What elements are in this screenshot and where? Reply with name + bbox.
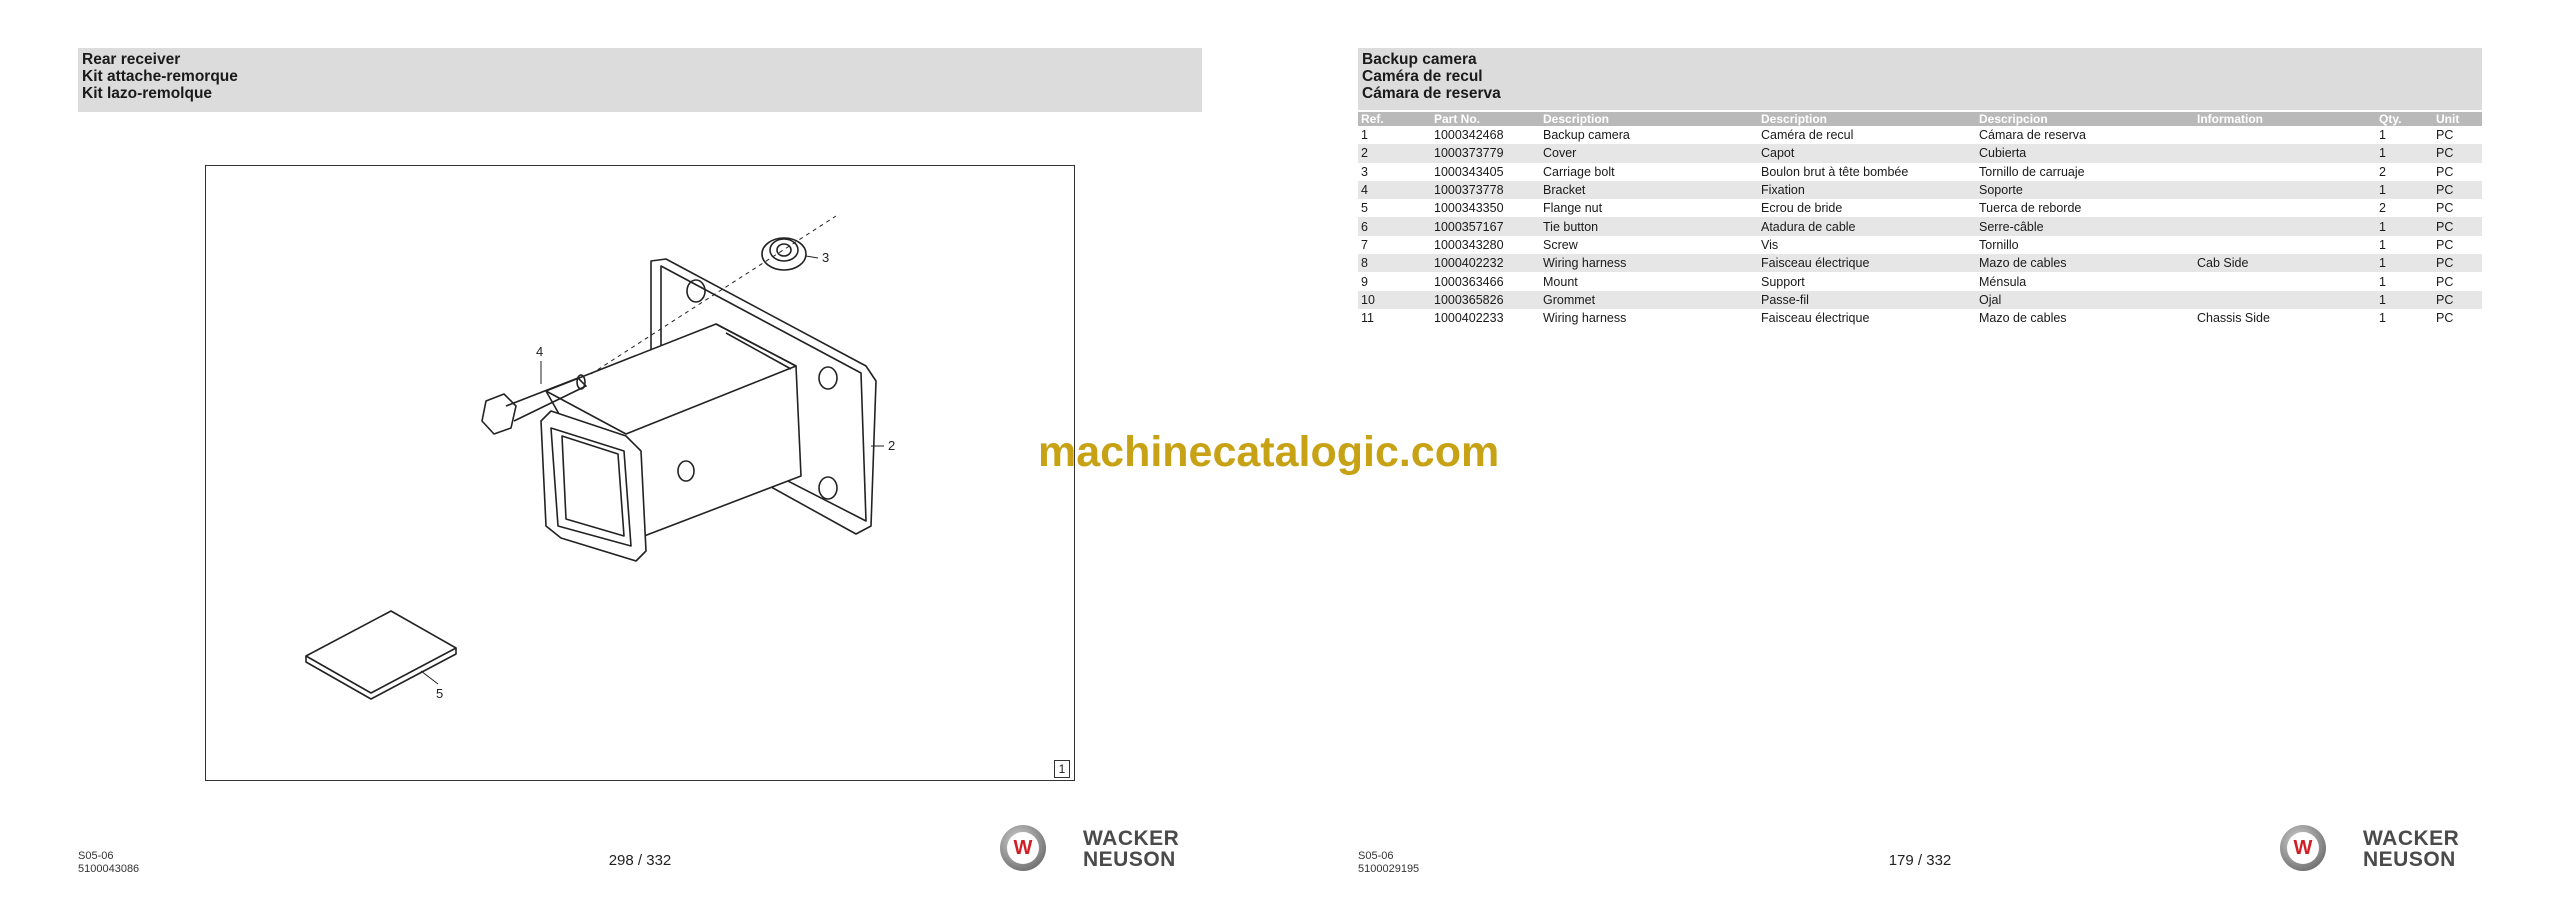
logo-mark: W (2293, 837, 2313, 859)
table-cell (2194, 163, 2376, 181)
table-cell: Mount (1543, 274, 1578, 289)
table-cell: 3 (1361, 164, 1368, 179)
table-cell: PC (2436, 237, 2454, 252)
section-code: S05-06 (78, 850, 114, 862)
callout-2: 2 (888, 438, 896, 453)
title-fr: Caméra de recul (1362, 68, 1483, 85)
table-cell (2194, 144, 2376, 162)
flange-nut-part (762, 238, 806, 270)
table-cell: 1 (2379, 274, 2386, 289)
table-cell: 4 (1358, 181, 1431, 199)
table-cell (2194, 236, 2376, 254)
brand-line-2: NEUSON (2363, 848, 2456, 871)
table-cell (2194, 272, 2376, 290)
table-cell: Tuerca de reborde (1979, 201, 2082, 216)
rear-receiver-drawing (206, 166, 1073, 779)
table-cell: Serre-câble (1976, 217, 2194, 235)
table-cell: Mazo de cables (1976, 254, 2194, 272)
table-cell: Ménsula (1979, 274, 2027, 289)
title-es: Cámara de reserva (1362, 85, 1501, 102)
table-cell: PC (2436, 311, 2454, 326)
table-cell: Atadura de cable (1758, 217, 1976, 235)
table-cell: 1 (2379, 237, 2386, 252)
title-es: Kit lazo-remolque (82, 85, 213, 102)
brand-line-1: WACKER (1083, 827, 1180, 850)
table-cell: Capot (1758, 144, 1976, 162)
table-row (1358, 291, 2482, 309)
table-cell: 1 (2379, 128, 2386, 143)
section-code: S05-06 (1358, 850, 1394, 862)
table-row (1358, 272, 2482, 290)
table-cell: 1000402232 (1431, 254, 1540, 272)
table-header-row (1358, 112, 2482, 126)
title-fr: Kit attache-remorque (82, 68, 238, 85)
table-cell: Cubierta (1976, 144, 2194, 162)
table-row (1358, 309, 2482, 327)
table-cell: 1 (2376, 217, 2433, 235)
table-row (1358, 236, 2482, 254)
brand-wordmark (2363, 828, 2459, 870)
callout-3: 3 (822, 250, 830, 265)
table-cell: 9 (1361, 274, 1368, 289)
table-cell: 1000373778 (1431, 181, 1540, 199)
document-number: 5100029195 (1358, 863, 1420, 875)
table-cell: PC (2433, 254, 2482, 272)
title-en: Backup camera (1362, 51, 1477, 68)
column-header: Information (2194, 112, 2376, 126)
table-cell: 8 (1358, 254, 1431, 272)
table-cell: 2 (2379, 164, 2386, 179)
figure-number-box: 1 (1054, 760, 1070, 778)
table-cell: 1 (2376, 144, 2433, 162)
table-cell: PC (2433, 291, 2482, 309)
table-row (1358, 217, 2482, 235)
table-cell (2194, 181, 2376, 199)
table-cell: Tornillo de carruaje (1979, 164, 2085, 179)
receiver-tube-part (541, 324, 801, 561)
table-cell: Cab Side (2194, 254, 2376, 272)
brand-wordmark (1083, 828, 1179, 870)
table-cell (2194, 291, 2376, 309)
column-header: Qty. (2376, 112, 2433, 126)
table-cell (2194, 126, 2376, 144)
table-cell: 1 (1361, 128, 1368, 143)
table-cell: Boulon brut à tête bombée (1761, 164, 1909, 179)
table-cell: PC (2436, 128, 2454, 143)
table-cell: 1 (2376, 291, 2433, 309)
section-title-box (1358, 48, 2482, 110)
table-cell: 1000363466 (1434, 274, 1504, 289)
table-cell: Wiring harness (1543, 311, 1627, 326)
column-header: Description (1758, 112, 1976, 126)
table-row (1358, 181, 2482, 199)
column-header: Unit (2433, 112, 2482, 126)
wacker-neuson-logo-icon (2280, 825, 2326, 871)
table-cell: PC (2436, 274, 2454, 289)
page-number: 179 / 332 (1888, 852, 1952, 869)
table-cell: 6 (1358, 217, 1431, 235)
label-decal-part (306, 611, 456, 699)
table-cell: 1000373779 (1431, 144, 1540, 162)
table-cell: 2 (1358, 144, 1431, 162)
table-cell: PC (2433, 144, 2482, 162)
table-cell: Soporte (1976, 181, 2194, 199)
table-cell: 1000357167 (1431, 217, 1540, 235)
table-cell: 1 (2376, 181, 2433, 199)
watermark-text: machinecatalogic.com (1038, 428, 1500, 476)
table-row (1358, 199, 2482, 217)
table-cell: Ecrou de bride (1761, 201, 1843, 216)
table-cell: PC (2436, 201, 2454, 216)
table-cell: Wiring harness (1540, 254, 1758, 272)
title-en: Rear receiver (82, 51, 181, 68)
table-cell: 7 (1361, 237, 1368, 252)
table-cell: 1000365826 (1431, 291, 1540, 309)
table-cell: Faisceau électrique (1758, 254, 1976, 272)
brand-line-2: NEUSON (1083, 848, 1176, 871)
table-row (1358, 163, 2482, 181)
table-cell: 1 (2376, 254, 2433, 272)
table-cell: Vis (1761, 237, 1779, 252)
table-cell: Bracket (1540, 181, 1758, 199)
table-cell: Screw (1543, 237, 1578, 252)
column-header: Ref. (1358, 112, 1431, 126)
footer-codes (78, 850, 139, 876)
table-cell: Flange nut (1543, 201, 1603, 216)
parts-list-table (1358, 112, 2482, 327)
callout-5: 5 (436, 686, 444, 701)
table-cell: PC (2433, 181, 2482, 199)
document-number: 5100043086 (78, 863, 140, 875)
table-cell: 10 (1358, 291, 1431, 309)
brand-line-1: WACKER (2363, 827, 2460, 850)
table-cell: Support (1761, 274, 1805, 289)
table-cell: Grommet (1540, 291, 1758, 309)
page-number: 298 / 332 (608, 852, 672, 869)
table-row (1358, 144, 2482, 162)
column-header: Descripcion (1976, 112, 2194, 126)
table-cell: 1000402233 (1434, 311, 1504, 326)
table-cell: Fixation (1758, 181, 1976, 199)
column-header: Part No. (1431, 112, 1540, 126)
table-cell: Chassis Side (2197, 311, 2270, 326)
wacker-neuson-logo-icon (1000, 825, 1046, 871)
table-cell: Mazo de cables (1979, 311, 2067, 326)
callout-4: 4 (536, 344, 544, 359)
table-cell: Caméra de recul (1761, 128, 1854, 143)
table-cell: Tornillo (1979, 237, 2019, 252)
column-header: Description (1540, 112, 1758, 126)
table-cell: Faisceau électrique (1761, 311, 1870, 326)
table-cell: 1000343350 (1434, 201, 1504, 216)
exploded-view-figure (205, 165, 1075, 781)
table-cell (2194, 217, 2376, 235)
table-cell: 1000343405 (1434, 164, 1504, 179)
table-cell: 5 (1361, 201, 1368, 216)
table-cell: Cover (1540, 144, 1758, 162)
table-cell: 2 (2379, 201, 2386, 216)
table-cell: Tie button (1540, 217, 1758, 235)
table-cell (2194, 199, 2376, 217)
table-row (1358, 254, 2482, 272)
table-cell: 11 (1361, 311, 1374, 326)
table-cell: 1 (2379, 311, 2386, 326)
footer-codes (1358, 850, 1419, 876)
table-cell: PC (2436, 164, 2454, 179)
table-cell: Cámara de reserva (1979, 128, 2086, 143)
table-row (1358, 126, 2482, 144)
table-cell: Backup camera (1543, 128, 1630, 143)
table-cell: PC (2433, 217, 2482, 235)
table-cell: Ojal (1976, 291, 2194, 309)
section-title-box (78, 48, 1202, 112)
table-cell: 1000343280 (1434, 237, 1504, 252)
table-cell: Carriage bolt (1543, 164, 1615, 179)
table-cell: 1000342468 (1434, 128, 1504, 143)
logo-mark: W (1013, 837, 1033, 859)
table-cell: Passe-fil (1758, 291, 1976, 309)
